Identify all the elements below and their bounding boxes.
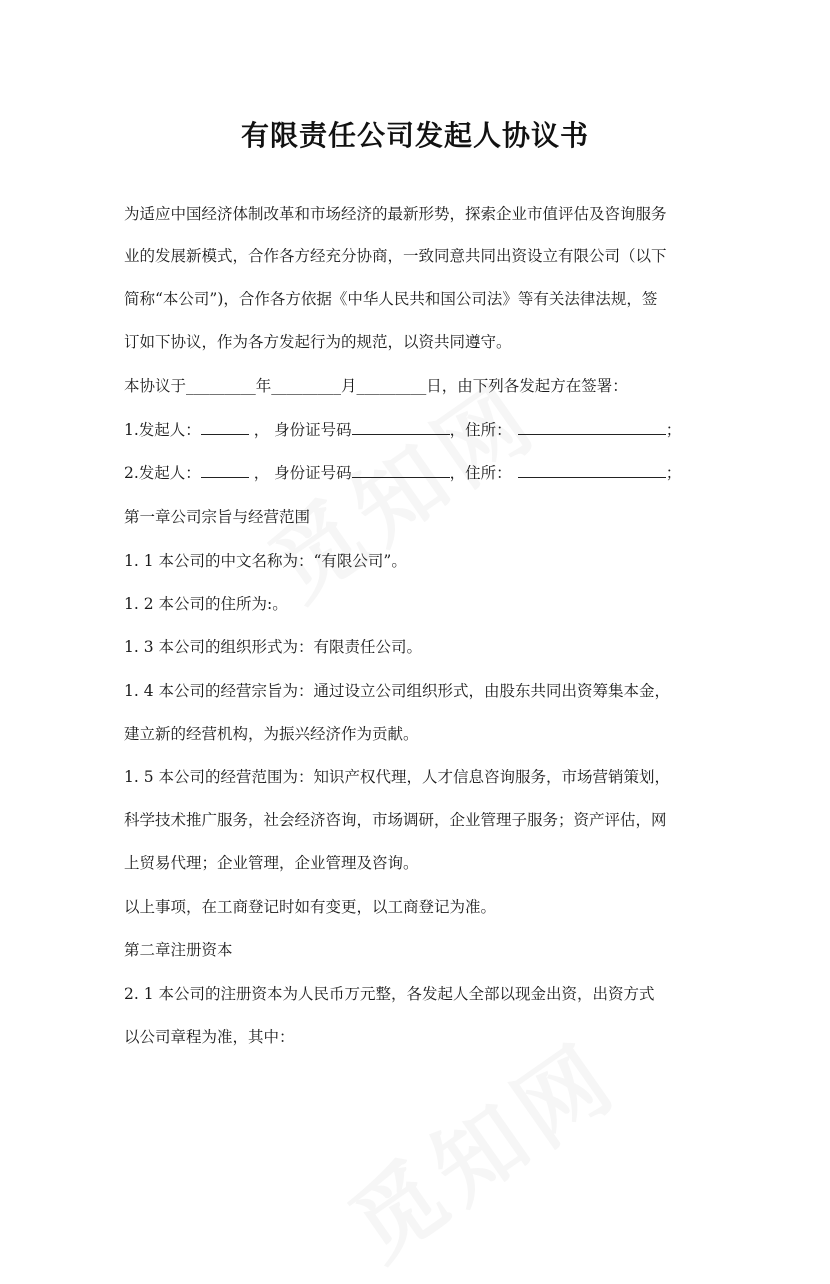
address-blank: [518, 418, 666, 435]
clause: 1. 2 本公司的住所为:。: [124, 595, 288, 613]
initiator-line: [124, 461, 681, 483]
chapter-heading: 第二章注册资本: [124, 941, 233, 959]
intro-line: 业的发展新模式，合作各方经充分协商，一致同意共同出资设立有限公司（以下: [124, 247, 667, 265]
name-blank: [201, 461, 249, 478]
address-label: ，住所：: [449, 421, 512, 439]
watermark: [320, 1006, 640, 1284]
id-label: ， 身份证号码: [253, 464, 352, 482]
clause: 2. 1 本公司的注册资本为人民币万元整，各发起人全部以现金出资，出资方式: [124, 985, 655, 1003]
address-blank: [518, 461, 666, 478]
line-end: ；: [665, 464, 682, 482]
document-title: 有限责任公司发起人协议书: [240, 119, 589, 152]
intro-line: 订如下协议，作为各方发起行为的规范，以资共同遵守。: [124, 333, 512, 351]
initiator-prefix: 2.发起人：: [124, 464, 201, 482]
clause: 1. 1 本公司的中文名称为：“有限公司”。: [124, 552, 407, 570]
intro-line: 简称“本公司”)，合作各方依据《中华人民共和国公司法》等有关法律法规，签: [124, 290, 658, 308]
clause-continued: 以公司章程为准，其中：: [124, 1028, 295, 1046]
id-blank: [352, 461, 450, 478]
id-blank: [352, 418, 450, 435]
clause: 1. 3 本公司的组织形式为：有限责任公司。: [124, 638, 423, 656]
date-line: 本协议于_________年_________月_________日，由下列各发起方在签署：: [124, 377, 628, 395]
note: 以上事项，在工商登记时如有变更，以工商登记为准。: [124, 898, 497, 916]
clause-continued: 上贸易代理；企业管理，企业管理及咨询。: [124, 854, 419, 872]
clause: 1. 4 本公司的经营宗旨为：通过设立公司组织形式，由股东共同出资筹集本金，: [124, 682, 671, 700]
clause-continued: 科学技术推广服务，社会经济咨询，市场调研，企业管理子服务；资产评估，网: [124, 811, 667, 829]
intro-line: 为适应中国经济体制改革和市场经济的最新形势，探索企业市值评估及咨询服务: [124, 205, 667, 223]
initiator-prefix: 1.发起人：: [124, 421, 201, 439]
line-end: ；: [665, 421, 682, 439]
name-blank: [201, 418, 249, 435]
chapter-heading: 第一章公司宗旨与经营范围: [124, 508, 311, 526]
clause: 1. 5 本公司的经营范围为：知识产权代理，人才信息咨询服务，市场营销策划，: [124, 768, 671, 786]
id-label: ， 身份证号码: [253, 421, 352, 439]
initiator-line: [124, 418, 681, 440]
address-label: ，住所：: [449, 464, 512, 482]
clause-continued: 建立新的经营机构，为振兴经济作为贡献。: [124, 725, 419, 743]
